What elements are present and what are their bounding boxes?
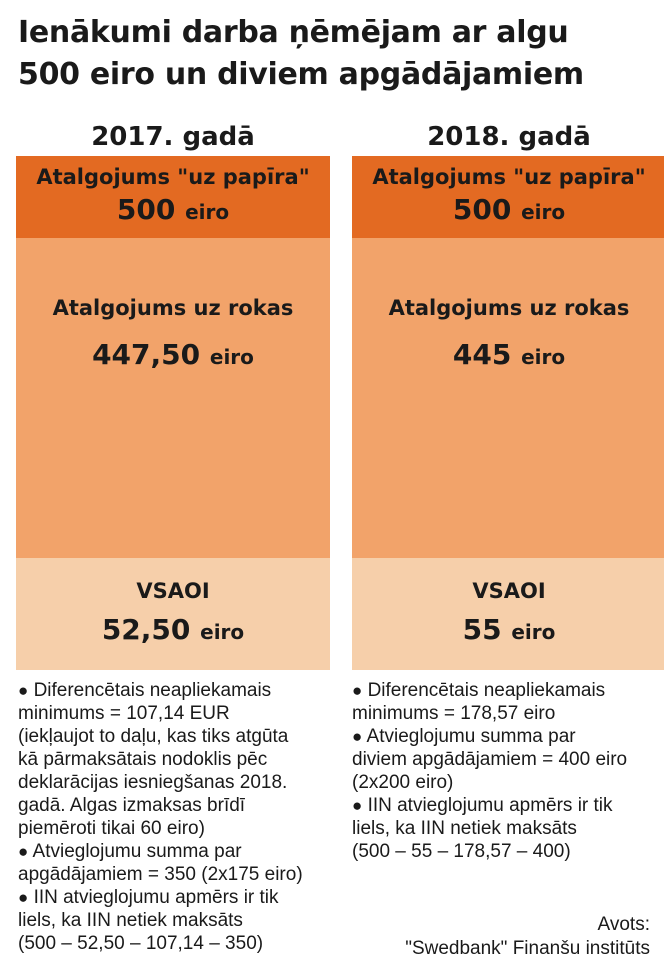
- soc-value: 55: [462, 613, 502, 646]
- soc-label: VSAOI: [472, 579, 546, 603]
- net-salary-block: [352, 238, 664, 558]
- note-line: minimums = 178,57 eiro: [352, 703, 556, 724]
- note-line: apgādājamiem = 350 (2x175 eiro): [18, 864, 303, 885]
- note-text: IIN atvieglojumu apmērs ir tik: [367, 795, 613, 816]
- soc-unit: eiro: [200, 620, 245, 644]
- note-text: Atvieglojumu summa par: [366, 726, 576, 747]
- notes-2018: [352, 679, 658, 863]
- source-credit: [405, 913, 650, 961]
- gross-value: 500: [116, 193, 176, 226]
- net-salary-block: [16, 238, 330, 558]
- soc-value: 52,50: [101, 613, 191, 646]
- column-2017: [16, 118, 330, 670]
- note-line: [352, 679, 658, 702]
- social-tax-block: [16, 558, 330, 670]
- note-item: [18, 679, 332, 840]
- source-label: Avots:: [597, 914, 650, 935]
- note-text: Diferencētais neapliekamais: [33, 680, 272, 701]
- gross-label: Atalgojums "uz papīra": [36, 165, 310, 189]
- year-heading: 2018. gadā: [427, 122, 591, 152]
- gross-value-line: [117, 191, 229, 231]
- note-item: [352, 679, 658, 725]
- gross-value-line: [453, 191, 565, 231]
- net-value-line: [92, 336, 254, 376]
- gross-salary-block: [16, 156, 330, 238]
- bullet-icon: ●: [18, 888, 29, 907]
- note-item: [18, 886, 332, 955]
- net-value: 445: [452, 338, 512, 371]
- note-item: [352, 794, 658, 863]
- note-text: Diferencētais neapliekamais: [367, 680, 606, 701]
- title-line-1: Ienākumi darba ņēmējam ar algu: [18, 15, 569, 50]
- note-line: (500 – 55 – 178,57 – 400): [352, 841, 571, 862]
- net-unit: eiro: [521, 345, 566, 369]
- note-line: [352, 725, 658, 748]
- note-item: [18, 840, 332, 886]
- net-label: Atalgojums uz rokas: [52, 296, 294, 320]
- net-label: Atalgojums uz rokas: [388, 296, 630, 320]
- bullet-icon: ●: [18, 681, 29, 700]
- social-tax-block: [352, 558, 664, 670]
- note-line: [18, 679, 332, 702]
- soc-value-line: [102, 611, 244, 651]
- note-line: gadā. Algas izmaksas brīdī: [18, 795, 246, 816]
- note-line: liels, ka IIN netiek maksāts: [18, 910, 243, 931]
- gross-label: Atalgojums "uz papīra": [372, 165, 646, 189]
- bullet-icon: ●: [18, 842, 29, 861]
- soc-label: VSAOI: [136, 579, 210, 603]
- note-line: kā pārmaksātais nodoklis pēc: [18, 749, 268, 770]
- gross-unit: eiro: [521, 200, 566, 224]
- chart-title: [18, 12, 658, 96]
- net-unit: eiro: [209, 345, 254, 369]
- net-value: 447,50: [92, 338, 201, 371]
- note-line: (500 – 52,50 – 107,14 – 350): [18, 933, 264, 954]
- gross-salary-block: [352, 156, 664, 238]
- gross-value: 500: [452, 193, 512, 226]
- net-value-line: [453, 336, 565, 376]
- note-item: [352, 725, 658, 794]
- column-2018: [352, 118, 664, 670]
- note-line: piemēroti tikai 60 eiro): [18, 818, 205, 839]
- bullet-icon: ●: [352, 681, 363, 700]
- note-line: [18, 840, 332, 863]
- note-line: [18, 886, 332, 909]
- soc-value-line: [463, 611, 556, 651]
- notes-2017: [18, 679, 332, 955]
- note-line: (2x200 eiro): [352, 772, 454, 793]
- note-line: [352, 794, 658, 817]
- bullet-icon: ●: [352, 727, 363, 746]
- gross-unit: eiro: [185, 200, 230, 224]
- note-line: minimums = 107,14 EUR: [18, 703, 230, 724]
- note-line: deklarācijas iesniegšanas 2018.: [18, 772, 288, 793]
- note-line: (iekļaujot to daļu, kas tiks atgūta: [18, 726, 289, 747]
- note-line: diviem apgādājamiem = 400 eiro: [352, 749, 628, 770]
- title-line-2: 500 eiro un diviem apgādājamiem: [18, 57, 584, 92]
- note-text: IIN atvieglojumu apmērs ir tik: [33, 887, 279, 908]
- year-heading: 2017. gadā: [91, 122, 255, 152]
- note-line: liels, ka IIN netiek maksāts: [352, 818, 577, 839]
- bullet-icon: ●: [352, 796, 363, 815]
- soc-unit: eiro: [511, 620, 556, 644]
- note-text: Atvieglojumu summa par: [32, 841, 242, 862]
- source-name: "Swedbank" Finanšu institūts: [405, 938, 650, 959]
